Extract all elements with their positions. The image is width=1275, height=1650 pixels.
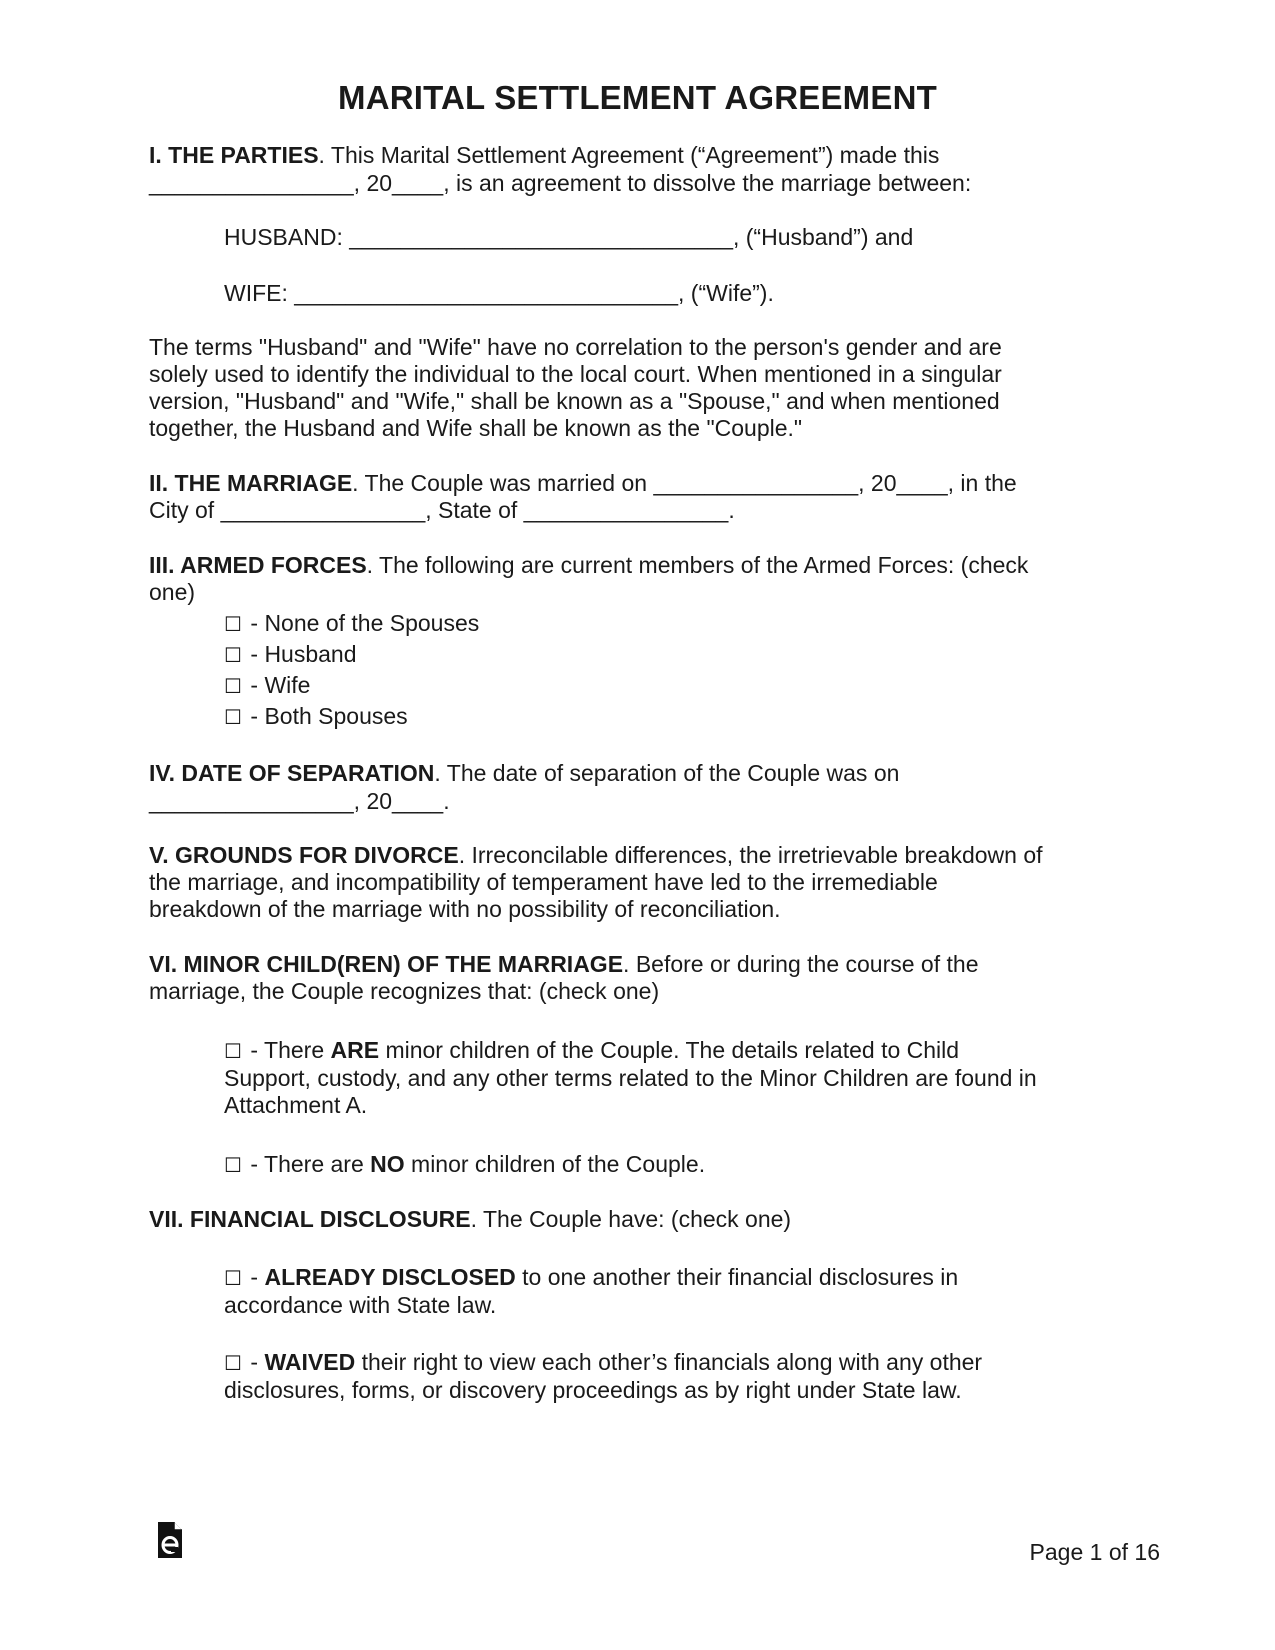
grounds-line-3: breakdown of the marriage with no possibility of reconciliation. <box>149 896 781 922</box>
children-option-are-line-2: Support, custody, and any other terms related to the Minor Children are found in <box>224 1065 1037 1091</box>
parties-line-2: ________________, 20____, is an agreement to dissolve the marriage between: <box>149 170 972 196</box>
terms-line-4: together, the Husband and Wife shall be known as the "Couple." <box>149 415 803 441</box>
wife-name-field[interactable]: ______________________________, (“Wife”). <box>294 280 774 306</box>
parties-line-1 <box>149 141 1149 170</box>
financial-option-disclosed-line-2: accordance with State law. <box>224 1292 497 1318</box>
checkbox-icon[interactable]: ☐ <box>224 707 242 729</box>
separation-line-2: ________________, 20____. <box>149 788 450 814</box>
armed-option-wife <box>224 671 1124 702</box>
financial-option-disclosed <box>224 1263 1124 1294</box>
armed-forces-line-2: one) <box>149 579 196 605</box>
children-line-1 <box>149 950 1149 979</box>
separation-heading: IV. DATE OF SEPARATION <box>149 760 435 786</box>
separation-text: . The date of separation of the Couple was on <box>434 760 900 786</box>
armed-forces-heading: III. ARMED FORCES <box>149 552 367 578</box>
grounds-line-2: the marriage, and incompatibility of temperament have led to the irremediable <box>149 869 938 895</box>
terms-line-2: solely used to identify the individual to the local court. When mentioned in a singular <box>149 361 1002 387</box>
checkbox-icon[interactable]: ☐ <box>224 614 242 636</box>
option-text: to one another their financial disclosures in <box>515 1264 959 1290</box>
armed-option-label: - Both Spouses <box>250 703 408 729</box>
grounds-line-1 <box>149 841 1149 870</box>
option-text: minor children of the Couple. <box>404 1151 706 1177</box>
financial-line-1 <box>149 1205 1149 1234</box>
marriage-text: . The Couple was married on ________________, 20____, in the <box>352 470 1017 496</box>
option-emphasis: ALREADY DISCLOSED <box>264 1264 516 1290</box>
husband-label: HUSBAND: <box>224 224 343 250</box>
option-emphasis: NO <box>370 1151 405 1177</box>
option-text: minor children of the Couple. The details related to Child <box>379 1037 960 1063</box>
armed-option-husband <box>224 640 1124 671</box>
armed-option-both <box>224 702 1124 733</box>
marriage-heading: II. THE MARRIAGE <box>149 470 353 496</box>
armed-option-label: - None of the Spouses <box>250 610 480 636</box>
children-line-2: marriage, the Couple recognizes that: (check one) <box>149 978 660 1004</box>
option-emphasis: WAIVED <box>264 1349 356 1375</box>
option-text: - <box>250 1264 265 1290</box>
children-option-no <box>224 1150 1124 1181</box>
checkbox-icon[interactable]: ☐ <box>224 1268 242 1290</box>
option-text: - There are <box>250 1151 371 1177</box>
checkbox-icon[interactable]: ☐ <box>224 1155 242 1177</box>
children-option-are <box>224 1036 1124 1067</box>
armed-option-none <box>224 609 1124 640</box>
grounds-heading: V. GROUNDS FOR DIVORCE <box>149 842 459 868</box>
armed-forces-line-1 <box>149 551 1149 580</box>
husband-name-field[interactable]: ______________________________, (“Husband”) and <box>349 224 914 250</box>
checkbox-icon[interactable]: ☐ <box>224 645 242 667</box>
financial-option-waived <box>224 1348 1124 1379</box>
checkbox-icon[interactable]: ☐ <box>224 1041 242 1063</box>
husband-line <box>224 223 1124 252</box>
children-heading: VI. MINOR CHILD(REN) OF THE MARRIAGE <box>149 951 624 977</box>
parties-text: . This Marital Settlement Agreement (“Agreement”) made this <box>318 142 940 168</box>
armed-forces-text: . The following are current members of the Armed Forces: (check <box>366 552 1029 578</box>
parties-heading: I. THE PARTIES <box>149 142 319 168</box>
children-option-are-line-3: Attachment A. <box>224 1092 368 1118</box>
option-text: - <box>250 1349 265 1375</box>
wife-line <box>224 279 1124 308</box>
financial-option-waived-line-2: disclosures, forms, or discovery proceedings as by right under State law. <box>224 1377 962 1403</box>
marriage-line-1 <box>149 469 1149 498</box>
children-text: . Before or during the course of the <box>623 951 979 977</box>
grounds-text: . Irreconcilable differences, the irretrievable breakdown of <box>458 842 1043 868</box>
terms-line-3: version, "Husband" and "Wife," shall be known as a "Spouse," and when mentioned <box>149 388 1000 414</box>
terms-line-1: The terms "Husband" and "Wife" have no correlation to the person's gender and are <box>149 334 1002 360</box>
option-text: their right to view each other’s financials along with any other <box>355 1349 983 1375</box>
separation-line-1 <box>149 759 1149 788</box>
armed-option-label: - Wife <box>250 672 311 698</box>
checkbox-icon[interactable]: ☐ <box>224 676 242 698</box>
wife-label: WIFE: <box>224 280 288 306</box>
option-emphasis: ARE <box>330 1037 380 1063</box>
page-number: Page 1 of 16 <box>1029 1539 1160 1565</box>
checkbox-icon[interactable]: ☐ <box>224 1353 242 1375</box>
eforms-logo-icon <box>156 1520 184 1560</box>
financial-heading: VII. FINANCIAL DISCLOSURE <box>149 1206 471 1232</box>
financial-text: . The Couple have: (check one) <box>470 1206 792 1232</box>
option-text: - There <box>250 1037 331 1063</box>
document-title: MARITAL SETTLEMENT AGREEMENT <box>338 79 937 116</box>
marriage-line-2: City of ________________, State of ________________. <box>149 497 735 523</box>
armed-option-label: - Husband <box>250 641 357 667</box>
